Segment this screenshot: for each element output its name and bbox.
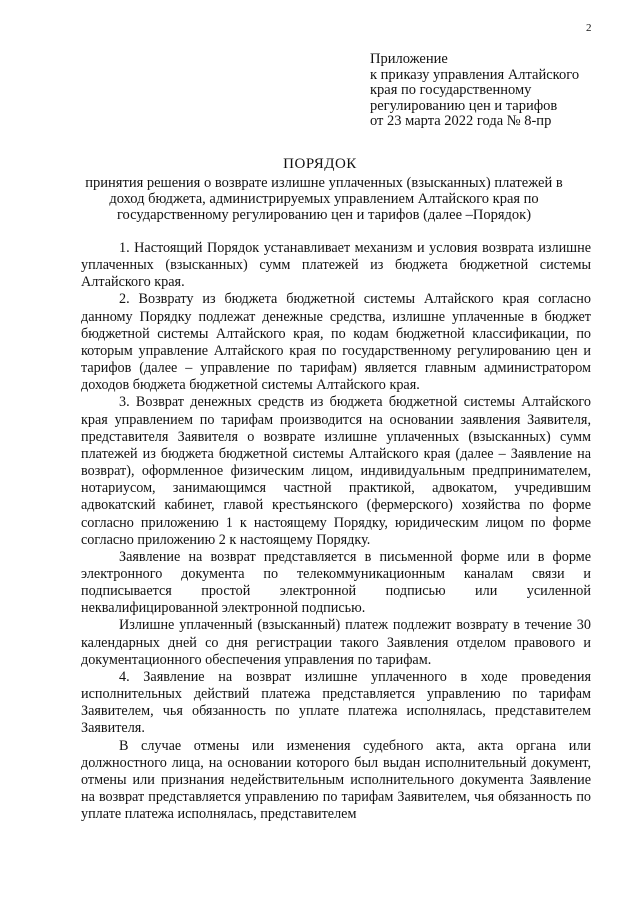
paragraph: В случае отмены или изменения судебного акта, акта органа или должностного лица, на основании которого был выдан исполнительный документ, отмены или признания недействительным исполнительного документа Заявление на возврат представляется управлению по тарифам Заявителем, чья обязанность по уплате платежа исполнялась, представителем (81, 737, 591, 823)
paragraph: 3. Возврат денежных средств из бюджета бюджетной системы Алтайского края управлением по тарифам производится на основании заявления Заявителя, представителя Заявителя о возврате излишне уплаченных (взысканных) сумм платежей из бюджета бюджетной системы Алтайского края (далее – Заявление на возврат), оформленное физическим лицом, индивидуальным предпринимателем, нотариусом, занимающимся частной практикой, адвокатом, учредившим адвокатский кабинет, главой крестьянского (фермерского) хозяйства по форме согласно приложению 1 к настоящему Порядку, юридическим лицом по форме согласно приложению 2 к настоящему Порядку. (81, 394, 591, 548)
approval-line: к приказу управления Алтайского (370, 66, 580, 83)
subtitle-line: государственному регулированию цен и тарифов (далее –Порядок) (116, 207, 532, 223)
document-body (81, 240, 591, 823)
document-subtitle (80, 175, 568, 223)
approval-line: Приложение (370, 51, 448, 67)
paragraph: Излишне уплаченный (взысканный) платеж подлежит возврату в течение 30 календарных дней со дня регистрации такого Заявления отделом правового и документационного обеспечения управления по тарифам. (81, 617, 591, 668)
subtitle-line: принятия решения о возврате излишне уплаченных (взысканных) платежей в (85, 175, 563, 191)
page-number: 2 (586, 22, 592, 34)
approval-line: от 23 марта 2022 года № 8-пр (370, 113, 552, 129)
approval-line: края по государственному (370, 82, 532, 98)
paragraph: 2. Возврату из бюджета бюджетной системы Алтайского края согласно данному Порядку подлежат денежные средства, излишне уплаченные в бюджет бюджетной системы Алтайского края, по кодам бюджетной классификации, по которым управление Алтайского края по государственному регулированию цен и тарифов (далее – управление по тарифам) является главным администратором доходов бюджета бюджетной системы Алтайского края. (81, 291, 591, 394)
subtitle-line: доход бюджета, администрируемых управлением Алтайского края по (109, 191, 539, 207)
paragraph: 4. Заявление на возврат излишне уплаченного в ходе проведения исполнительных действий платежа представляется управлению по тарифам Заявителем, чья обязанность по уплате платежа исполнялась, представителем Заявителя. (81, 668, 591, 737)
paragraph: 1. Настоящий Порядок устанавливает механизм и условия возврата излишне уплаченных (взысканных) сумм платежей из бюджета бюджетной системы Алтайского края. (81, 240, 591, 291)
paragraph: Заявление на возврат представляется в письменной форме или в форме электронного документа по телекоммуникационным каналам связи и подписывается простой электронной подписью или усиленной неквалифицированной электронной подписью. (81, 548, 591, 617)
document-title: ПОРЯДОК (283, 156, 357, 172)
approval-block (370, 52, 579, 130)
approval-line: регулированию цен и тарифов (370, 97, 558, 114)
